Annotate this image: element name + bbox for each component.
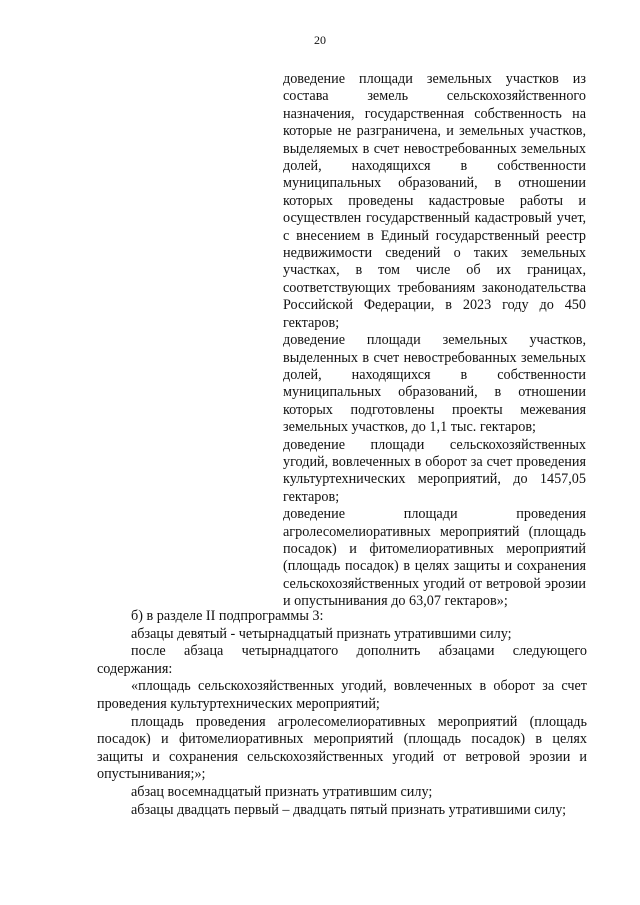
paragraph: площадь проведения агролесомелиоративных мероприятий (площадь посадок) и фитомелиоративных мероприятий (площадь посадок) в целях защиты и сохранения сельскохозяйственных угодий от ветровой эрозии и опустынивания;»; [97,713,587,783]
paragraph: абзацы девятый - четырнадцатый признать утратившими силу; [131,625,512,642]
body-text [97,608,587,819]
paragraph: абзац восемнадцатый признать утратившим силу; [131,783,433,800]
paragraph: доведение площади сельскохозяйственных угодий, вовлеченных в оборот за счет проведения культуртехнических мероприятий, до 1457,05 гектаров; [283,436,586,505]
paragraph: после абзаца четырнадцатого дополнить абзацами следующего содержания: [97,643,587,677]
paragraph: доведение площади проведения агролесомелиоративных мероприятий (площадь посадок) и фитомелиоративных мероприятий (площадь посадок) в целях защиты и сохранения сельскохозяйственных угодий от ветровой эрозии и опустынивания до 63,07 гектаров»; [283,506,586,610]
paragraph: б) в разделе II подпрограммы 3: [131,608,324,624]
paragraph: доведение площади земельных участков, выделенных в счет невостребованных земельных долей, находящихся в собственности муниципальных образований, в отношении которых подготовлены проекты межевания земельных участков, до 1,1 тыс. гектаров; [283,332,586,436]
paragraph: абзацы двадцать первый – двадцать пятый признать утратившими силу; [131,801,567,818]
paragraph: доведение площади земельных участков из состава земель сельскохозяйственного назначения, государственная собственность на которые не разграничена, и земельных участков, выделяемых в счет невостребованных земельных долей, находящихся в собственности муниципальных образований, в отношении которых проведены кадастровые работы и осуществлен государственный кадастровый учет, с внесением в Единый государственный реестр недвижимости сведений о таких земельных участках, в том числе об их границах, соответствующих требованиям законодательства Российской Федерации, в 2023 году до 450 гектаров; [283,71,586,331]
right-column-text [283,71,586,611]
paragraph: «площадь сельскохозяйственных угодий, вовлеченных в оборот за счет проведения культуртехнических мероприятий; [97,678,587,712]
page-number: 20 [314,33,326,47]
